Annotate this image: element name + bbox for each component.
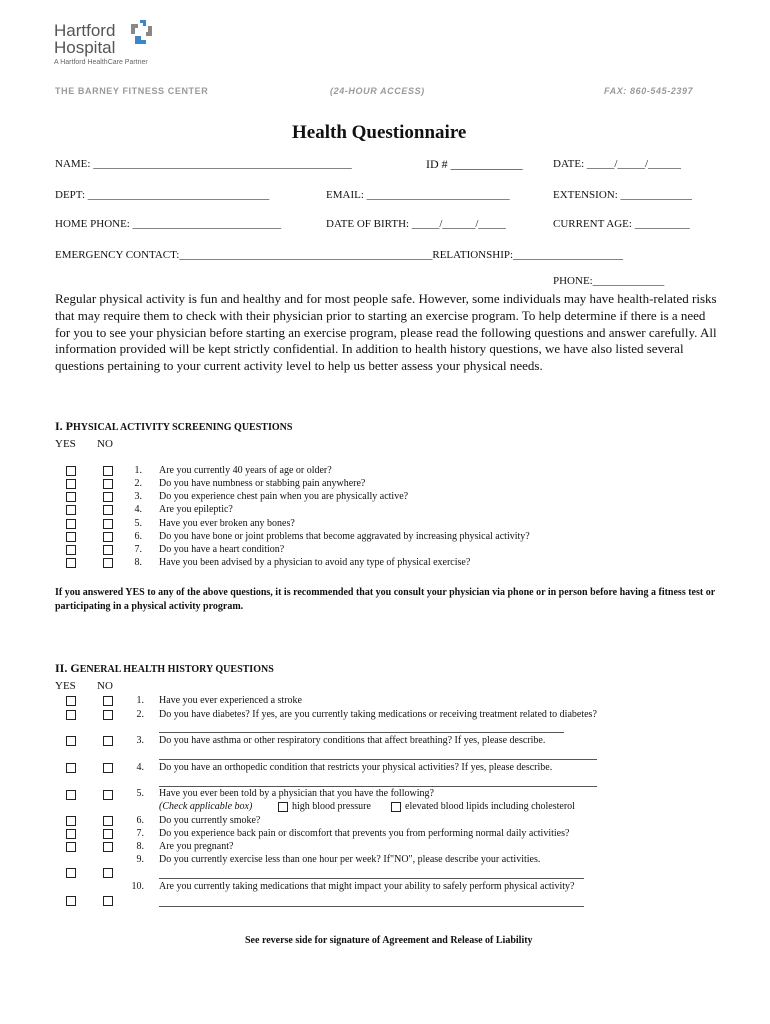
s2-q9-text: Do you currently exercise less than one hour per week? If"NO", please describe your activities. [159, 854, 541, 865]
s1-q7-number: 7. [134, 544, 142, 555]
s2-q9-yes-checkbox[interactable] [66, 868, 76, 878]
s1-q5-text: Have you ever broken any bones? [159, 518, 295, 529]
s1-q8-no-checkbox[interactable] [103, 558, 113, 568]
s1-q2-no-checkbox[interactable] [103, 479, 113, 489]
s1-q5-no-checkbox[interactable] [103, 519, 113, 529]
emergency-contact-field[interactable]: EMERGENCY CONTACT:______________________________________________RELATIONSHIP:____________________ [55, 249, 624, 261]
page-title: Health Questionnaire [292, 122, 467, 143]
section-2-yes-header: YES [55, 680, 76, 692]
s2-q2-text: Do you have diabetes? If yes, are you currently taking medications or receiving treatment related to diabetes? [159, 709, 597, 720]
s1-q1-yes-checkbox[interactable] [66, 466, 76, 476]
s2-q5-number: 5. [136, 788, 144, 799]
s2-q5-no-checkbox[interactable] [103, 790, 113, 800]
s2-q6-no-checkbox[interactable] [103, 816, 113, 826]
s2-q4-yes-checkbox[interactable] [66, 763, 76, 773]
s2-q1-number: 1. [136, 695, 144, 706]
s1-q8-yes-checkbox[interactable] [66, 558, 76, 568]
header-center-name: THE BARNEY FITNESS CENTER [55, 86, 209, 96]
extension-field[interactable]: EXTENSION: _____________ [553, 189, 693, 201]
s1-q8-number: 8. [134, 557, 142, 568]
s2-q9-answer-line[interactable] [159, 878, 584, 879]
s1-q2-number: 2. [134, 478, 142, 489]
s2-q2-no-checkbox[interactable] [103, 710, 113, 720]
s1-q8-text: Have you been advised by a physician to avoid any type of physical exercise? [159, 557, 471, 568]
s2-q3-number: 3. [136, 735, 144, 746]
s1-q3-no-checkbox[interactable] [103, 492, 113, 502]
s2-q3-yes-checkbox[interactable] [66, 736, 76, 746]
s2-q1-yes-checkbox[interactable] [66, 696, 76, 706]
s2-q6-yes-checkbox[interactable] [66, 816, 76, 826]
s2-q9-number: 9. [136, 854, 144, 865]
s2-q10-text: Are you currently taking medications that might impact your ability to safely perform physical activity? [159, 881, 575, 892]
s2-q3-no-checkbox[interactable] [103, 736, 113, 746]
s2-q4-number: 4. [136, 762, 144, 773]
s2-q7-yes-checkbox[interactable] [66, 829, 76, 839]
s2-q8-no-checkbox[interactable] [103, 842, 113, 852]
s2-q10-answer-line[interactable] [159, 906, 584, 907]
s1-q1-no-checkbox[interactable] [103, 466, 113, 476]
s2-q10-yes-checkbox[interactable] [66, 896, 76, 906]
section-2-title: II. GENERAL HEALTH HISTORY QUESTIONS [55, 661, 274, 675]
s2-q8-text: Are you pregnant? [159, 841, 234, 852]
logo-line-2: Hospital [54, 38, 116, 57]
s2-q7-no-checkbox[interactable] [103, 829, 113, 839]
s2-q7-number: 7. [136, 828, 144, 839]
section-2-no-header: NO [97, 680, 113, 692]
high-blood-pressure-checkbox[interactable] [278, 802, 288, 812]
home-phone-field[interactable]: HOME PHONE: ___________________________ [55, 218, 282, 230]
intro-paragraph: Regular physical activity is fun and healthy and for most people safe. However, some individuals may have health-related risks that may require them to check with their physician prior to starting an exercise program. To help determine if there is a need for you to see your physician before starting an exercise program, please read the following questions and answer carefully. All information provided will be kept strictly confidential. In addition to health history questions, we have also listed several questions pertaining to your current activity level to help us better assess your physical needs. [55, 291, 717, 374]
s1-q7-text: Do you have a heart condition? [159, 544, 285, 555]
s2-q5-text: Have you ever been told by a physician that you have the following? [159, 788, 434, 799]
s2-q5-yes-checkbox[interactable] [66, 790, 76, 800]
dept-field[interactable]: DEPT: _________________________________ [55, 189, 270, 201]
logo-tagline: A Hartford HealthCare Partner [54, 59, 148, 66]
footer-note: See reverse side for signature of Agreement and Release of Liability [245, 935, 533, 946]
s2-q1-no-checkbox[interactable] [103, 696, 113, 706]
email-field[interactable]: EMAIL: __________________________ [326, 189, 510, 201]
s2-q3-answer-line[interactable] [159, 759, 597, 760]
logo-line-1: Hartford [54, 21, 116, 40]
s1-q4-text: Are you epileptic? [159, 504, 233, 515]
s2-q4-text: Do you have an orthopedic condition that restricts your physical activities? If yes, please describe. [159, 762, 553, 773]
high-blood-pressure-label: high blood pressure [292, 801, 371, 812]
s2-q3-text: Do you have asthma or other respiratory conditions that affect breathing? If yes, please describe. [159, 735, 546, 746]
date-field[interactable]: DATE: _____/_____/______ [553, 158, 682, 170]
s2-q6-text: Do you currently smoke? [159, 815, 261, 826]
name-field[interactable]: NAME: _______________________________________________ [55, 158, 352, 170]
phone-field[interactable]: PHONE:_____________ [553, 275, 665, 287]
id-field[interactable]: ID # ____________ [426, 157, 523, 171]
s2-q7-text: Do you experience back pain or discomfort that prevents you from performing normal daily activities? [159, 828, 570, 839]
section-1-note: If you answered YES to any of the above questions, it is recommended that you consult your physician via phone or in person before having a fitness test or participating in a physical activity program. [55, 587, 715, 612]
s1-q5-number: 5. [134, 518, 142, 529]
s1-q6-text: Do you have bone or joint problems that become aggravated by increasing physical activity? [159, 531, 530, 542]
s2-q9-no-checkbox[interactable] [103, 868, 113, 878]
s2-q8-yes-checkbox[interactable] [66, 842, 76, 852]
s2-q10-no-checkbox[interactable] [103, 896, 113, 906]
hartford-logo-mark-icon [128, 18, 154, 46]
s2-q4-no-checkbox[interactable] [103, 763, 113, 773]
s1-q4-yes-checkbox[interactable] [66, 505, 76, 515]
s1-q4-number: 4. [134, 504, 142, 515]
s1-q6-yes-checkbox[interactable] [66, 532, 76, 542]
elevated-lipids-checkbox[interactable] [391, 802, 401, 812]
s1-q4-no-checkbox[interactable] [103, 505, 113, 515]
section-1-no-header: NO [97, 438, 113, 450]
s2-q2-answer-line[interactable] [159, 732, 564, 733]
s1-q6-number: 6. [134, 531, 142, 542]
header-fax: FAX: 860-545-2397 [604, 86, 694, 96]
s1-q3-text: Do you experience chest pain when you are physically active? [159, 491, 409, 502]
header-hours: (24-HOUR ACCESS) [330, 86, 425, 96]
dob-field[interactable]: DATE OF BIRTH: _____/______/_____ [326, 218, 506, 230]
q5-check-applicable: (Check applicable box) [159, 801, 253, 812]
s1-q1-text: Are you currently 40 years of age or older? [159, 465, 332, 476]
current-age-field[interactable]: CURRENT AGE: __________ [553, 218, 690, 230]
s1-q3-number: 3. [134, 491, 142, 502]
s2-q2-number: 2. [136, 709, 144, 720]
s2-q10-number: 10. [131, 881, 144, 892]
section-1-yes-header: YES [55, 438, 76, 450]
s1-q7-yes-checkbox[interactable] [66, 545, 76, 555]
s2-q2-yes-checkbox[interactable] [66, 710, 76, 720]
s2-q1-text: Have you ever experienced a stroke [159, 695, 302, 706]
s1-q1-number: 1. [134, 465, 142, 476]
s1-q2-yes-checkbox[interactable] [66, 479, 76, 489]
section-1-title: I. PHYSICAL ACTIVITY SCREENING QUESTIONS [55, 419, 293, 433]
s2-q8-number: 8. [136, 841, 144, 852]
s2-q4-answer-line[interactable] [159, 786, 597, 787]
s1-q2-text: Do you have numbness or stabbing pain anywhere? [159, 478, 366, 489]
s2-q6-number: 6. [136, 815, 144, 826]
s1-q3-yes-checkbox[interactable] [66, 492, 76, 502]
elevated-lipids-label: elevated blood lipids including cholesterol [405, 801, 575, 812]
s1-q5-yes-checkbox[interactable] [66, 519, 76, 529]
s1-q7-no-checkbox[interactable] [103, 545, 113, 555]
s1-q6-no-checkbox[interactable] [103, 532, 113, 542]
